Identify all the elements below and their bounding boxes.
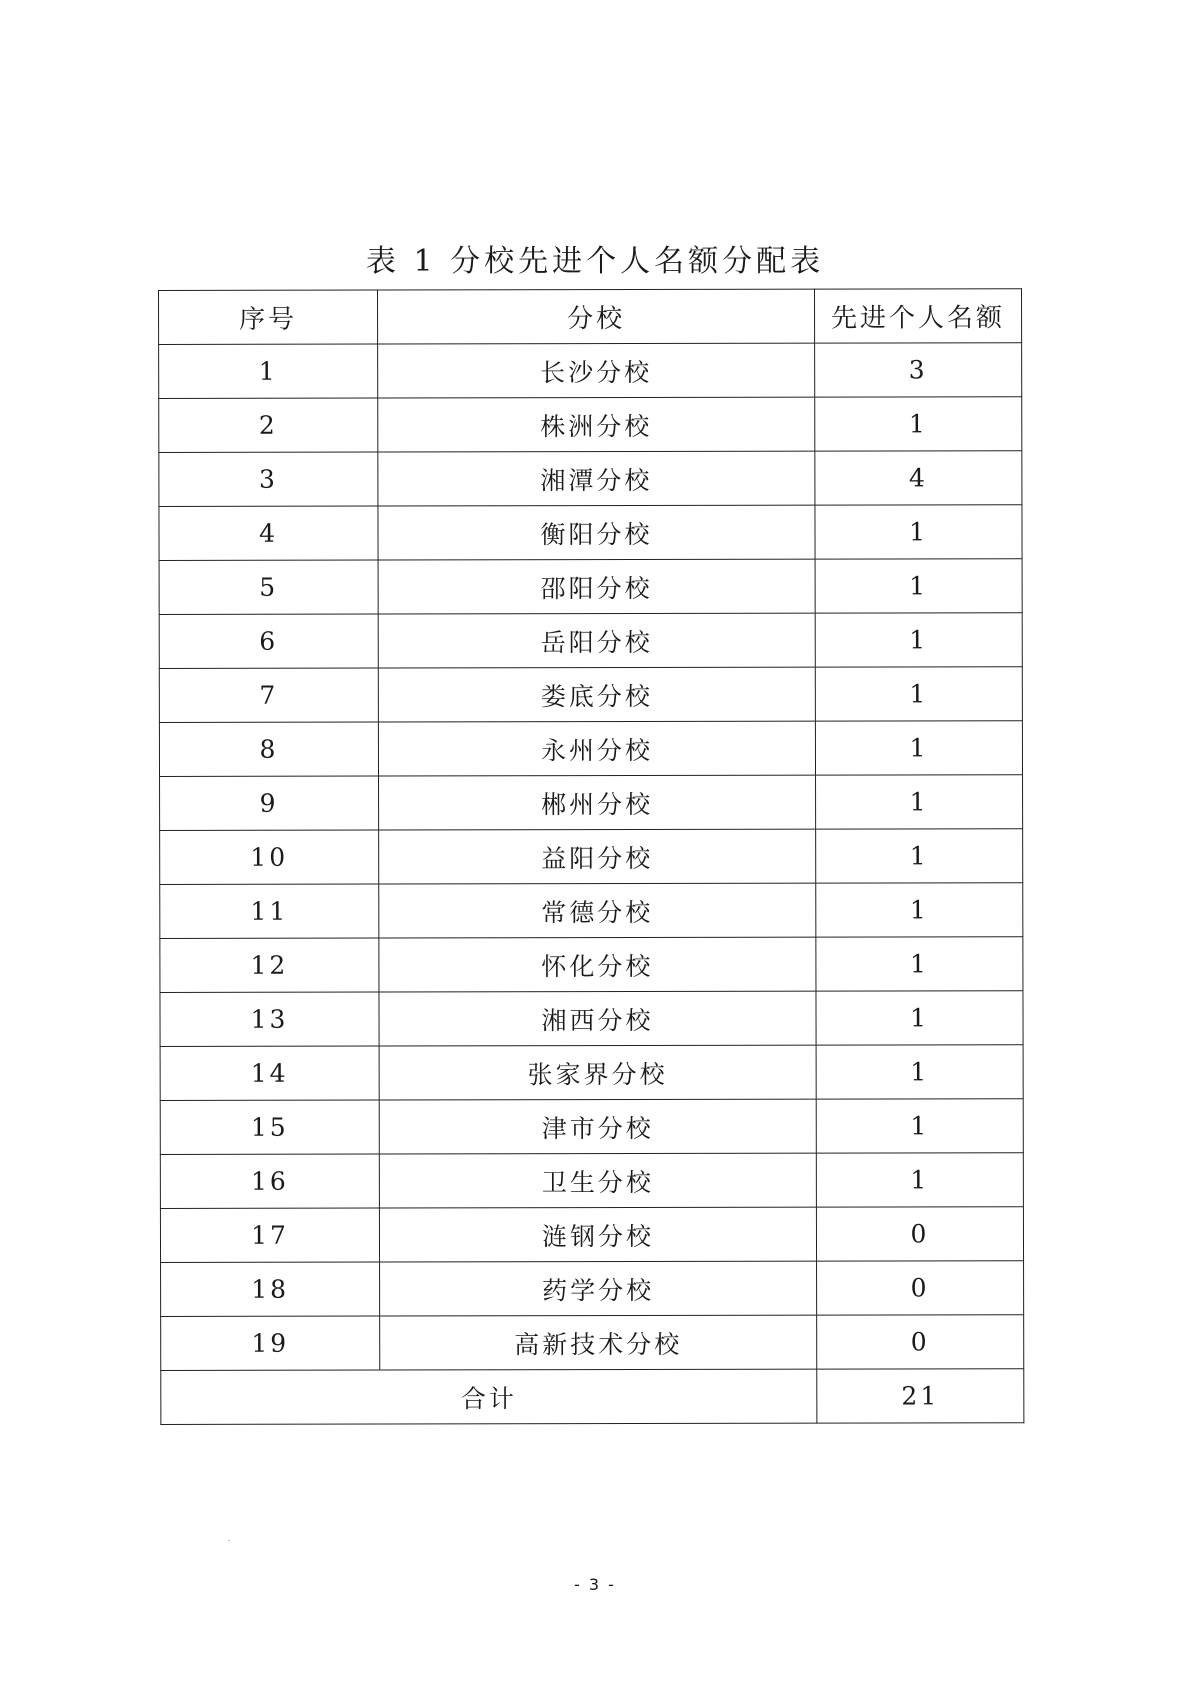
cell-serial-number: 18 <box>161 1262 380 1316</box>
cell-branch-school: 怀化分校 <box>379 937 816 992</box>
cell-branch-school: 株洲分校 <box>378 397 815 452</box>
table-header-row <box>159 289 1022 345</box>
cell-quota: 1 <box>815 721 1022 775</box>
cell-branch-school: 常德分校 <box>379 883 816 938</box>
cell-quota: 3 <box>815 343 1022 397</box>
cell-branch-school: 张家界分校 <box>379 1045 816 1100</box>
cell-branch-school: 邵阳分校 <box>378 559 815 614</box>
header-branch-school: 分校 <box>378 289 815 344</box>
table-row <box>160 1045 1023 1101</box>
cell-serial-number: 16 <box>160 1154 379 1208</box>
allocation-table <box>158 288 1024 1425</box>
table-row <box>159 505 1022 561</box>
cell-branch-school: 岳阳分校 <box>378 613 815 668</box>
cell-branch-school: 湘潭分校 <box>378 451 815 506</box>
cell-branch-school: 涟钢分校 <box>379 1207 816 1262</box>
table-row <box>160 1099 1023 1155</box>
cell-quota: 0 <box>817 1261 1024 1315</box>
cell-branch-school: 津市分校 <box>379 1099 816 1154</box>
cell-branch-school: 益阳分校 <box>379 829 816 884</box>
cell-branch-school: 湘西分校 <box>379 991 816 1046</box>
cell-quota: 1 <box>815 505 1022 559</box>
table-body <box>159 343 1024 1371</box>
table-row <box>161 1261 1024 1317</box>
cell-branch-school: 郴州分校 <box>379 775 816 830</box>
page-number: - 3 - <box>574 1575 616 1594</box>
cell-quota: 0 <box>816 1207 1023 1261</box>
cell-branch-school: 药学分校 <box>380 1261 817 1316</box>
cell-quota: 1 <box>816 1099 1023 1153</box>
cell-serial-number: 12 <box>160 938 379 992</box>
cell-serial-number: 2 <box>159 398 378 452</box>
total-label: 合计 <box>161 1369 817 1424</box>
table-row <box>160 1153 1023 1209</box>
table-title: 表 1 分校先进个人名额分配表 <box>365 244 825 279</box>
cell-serial-number: 14 <box>160 1046 379 1100</box>
header-quota: 先进个人名额 <box>814 289 1021 343</box>
table-row <box>161 1315 1024 1371</box>
table-row <box>160 775 1023 831</box>
cell-serial-number: 13 <box>160 992 379 1046</box>
table-total-row <box>161 1369 1024 1425</box>
cell-quota: 1 <box>816 829 1023 883</box>
cell-quota: 1 <box>815 667 1022 721</box>
total-value: 21 <box>817 1369 1024 1423</box>
cell-serial-number: 15 <box>160 1100 379 1154</box>
cell-serial-number: 8 <box>159 722 378 776</box>
cell-branch-school: 长沙分校 <box>378 343 815 398</box>
table-row <box>159 559 1022 615</box>
cell-serial-number: 10 <box>160 830 379 884</box>
cell-serial-number: 1 <box>159 344 378 398</box>
cell-serial-number: 19 <box>161 1316 380 1370</box>
cell-serial-number: 5 <box>159 560 378 614</box>
cell-quota: 1 <box>815 613 1022 667</box>
table-row <box>159 613 1022 669</box>
table-row <box>160 991 1023 1047</box>
table-row <box>160 937 1023 993</box>
cell-quota: 1 <box>816 775 1023 829</box>
cell-branch-school: 衡阳分校 <box>378 505 815 560</box>
cell-quota: 1 <box>816 991 1023 1045</box>
cell-quota: 1 <box>816 1153 1023 1207</box>
table-row <box>159 343 1022 399</box>
cell-quota: 1 <box>816 883 1023 937</box>
cell-serial-number: 7 <box>159 668 378 722</box>
cell-branch-school: 卫生分校 <box>379 1153 816 1208</box>
cell-serial-number: 3 <box>159 452 378 506</box>
cell-quota: 1 <box>816 937 1023 991</box>
header-serial-number: 序号 <box>159 290 378 344</box>
cell-serial-number: 17 <box>160 1208 379 1262</box>
table-row <box>159 721 1022 777</box>
cell-quota: 1 <box>815 397 1022 451</box>
table-row <box>159 451 1022 507</box>
table-row <box>160 829 1023 885</box>
table-row <box>160 1207 1023 1263</box>
table-row <box>160 883 1023 939</box>
cell-quota: 1 <box>815 559 1022 613</box>
cell-quota: 4 <box>815 451 1022 505</box>
cell-serial-number: 9 <box>160 776 379 830</box>
table-row <box>159 397 1022 453</box>
cell-serial-number: 6 <box>159 614 378 668</box>
cell-branch-school: 永州分校 <box>378 721 815 776</box>
cell-serial-number: 11 <box>160 884 379 938</box>
cell-quota: 0 <box>817 1315 1024 1369</box>
scan-speck <box>228 1540 230 1541</box>
cell-quota: 1 <box>816 1045 1023 1099</box>
cell-serial-number: 4 <box>159 506 378 560</box>
cell-branch-school: 娄底分校 <box>378 667 815 722</box>
cell-branch-school: 高新技术分校 <box>380 1315 817 1370</box>
table-row <box>159 667 1022 723</box>
